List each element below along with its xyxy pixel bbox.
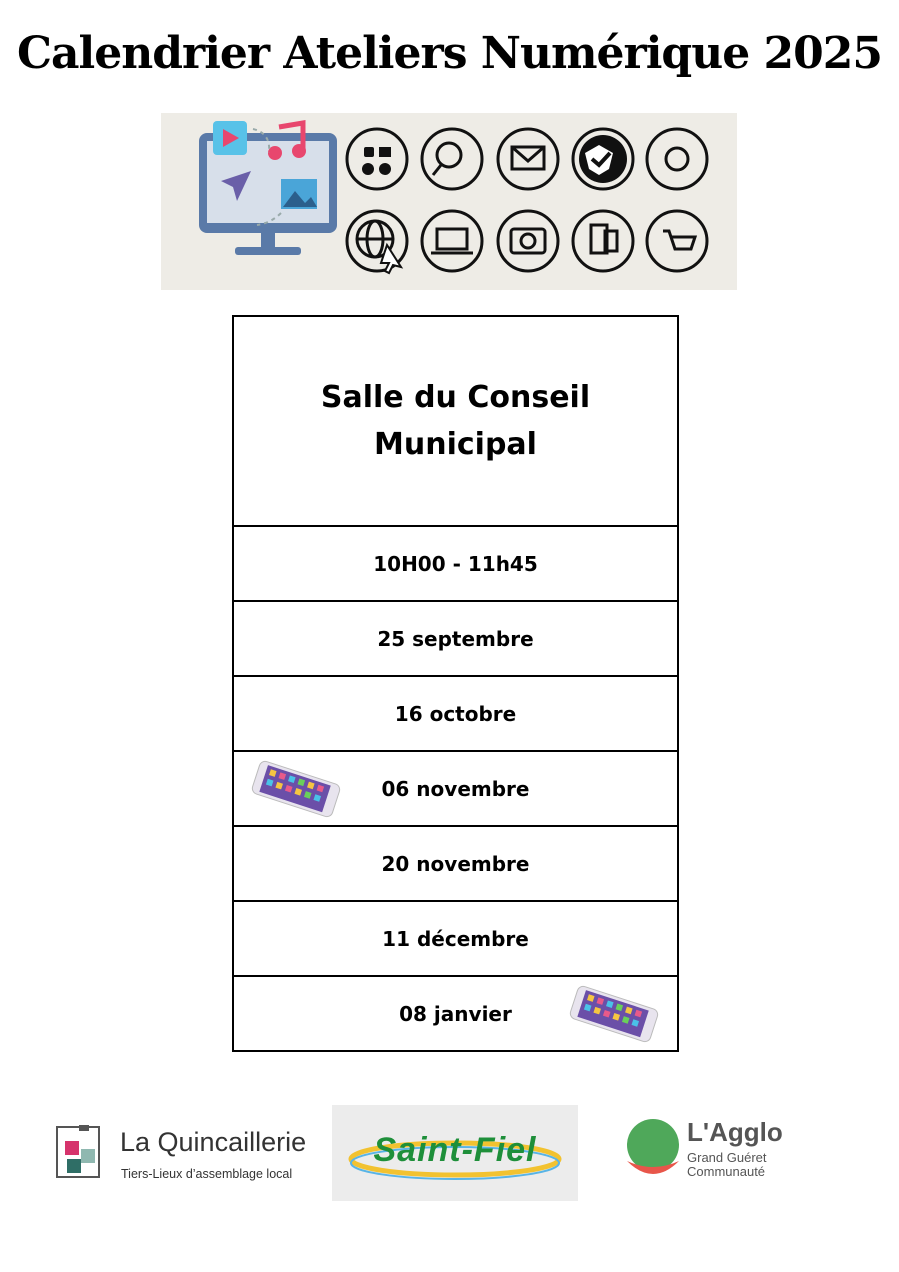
settings-tools-icon (647, 129, 707, 189)
agglo-subtitle (687, 1151, 767, 1179)
date-row (234, 975, 677, 1050)
quincaillerie-tagline: Tiers-Lieux d’assemblage local (121, 1167, 293, 1181)
download-cart-icon (647, 211, 707, 271)
saint-fiel-logo (332, 1105, 578, 1201)
smartphone-icon (564, 985, 664, 1043)
android-windows-apple-linux-icon (347, 129, 407, 189)
date-row (234, 825, 677, 900)
quincaillerie-name: La Quincaillerie (120, 1127, 307, 1157)
agglo-line-2: Communauté (687, 1164, 766, 1179)
agglo-line-1: Grand Guéret (687, 1150, 767, 1165)
partner-logos (0, 1105, 899, 1205)
date-row (234, 900, 677, 975)
date-row (234, 675, 677, 750)
date-label: 25 septembre (377, 626, 534, 651)
saint-fiel-text: Saint-Fiel (373, 1131, 537, 1169)
time-row (234, 525, 677, 600)
digital-icons-banner (161, 113, 737, 290)
agglo-logo (623, 1117, 783, 1185)
location-cell (234, 317, 677, 525)
date-row (234, 600, 677, 675)
search-icon (422, 129, 482, 189)
quincaillerie-cubes-icon (55, 1125, 109, 1183)
location-label: Salle du Conseil Municipal (320, 380, 591, 462)
monitor-icon (199, 121, 337, 255)
date-label: 08 janvier (399, 1001, 512, 1026)
smartphone-icon (246, 760, 346, 818)
agglo-name: L'Agglo (687, 1117, 783, 1147)
date-label: 16 octobre (394, 701, 517, 726)
date-label: 20 novembre (381, 851, 530, 876)
time-label: 10H00 - 11h45 (373, 551, 538, 576)
date-row (234, 750, 677, 825)
page-title: Calendrier Ateliers Numérique 2025 (17, 28, 882, 79)
schedule-table (232, 315, 679, 1052)
devices-icon (573, 211, 633, 271)
date-label: 11 décembre (382, 926, 529, 951)
laptop-icon (422, 211, 482, 271)
date-label: 06 novembre (381, 776, 530, 801)
email-icon (498, 129, 558, 189)
agglo-globe-icon (623, 1117, 683, 1181)
camera-icon (498, 211, 558, 271)
la-quincaillerie-logo (55, 1125, 307, 1187)
